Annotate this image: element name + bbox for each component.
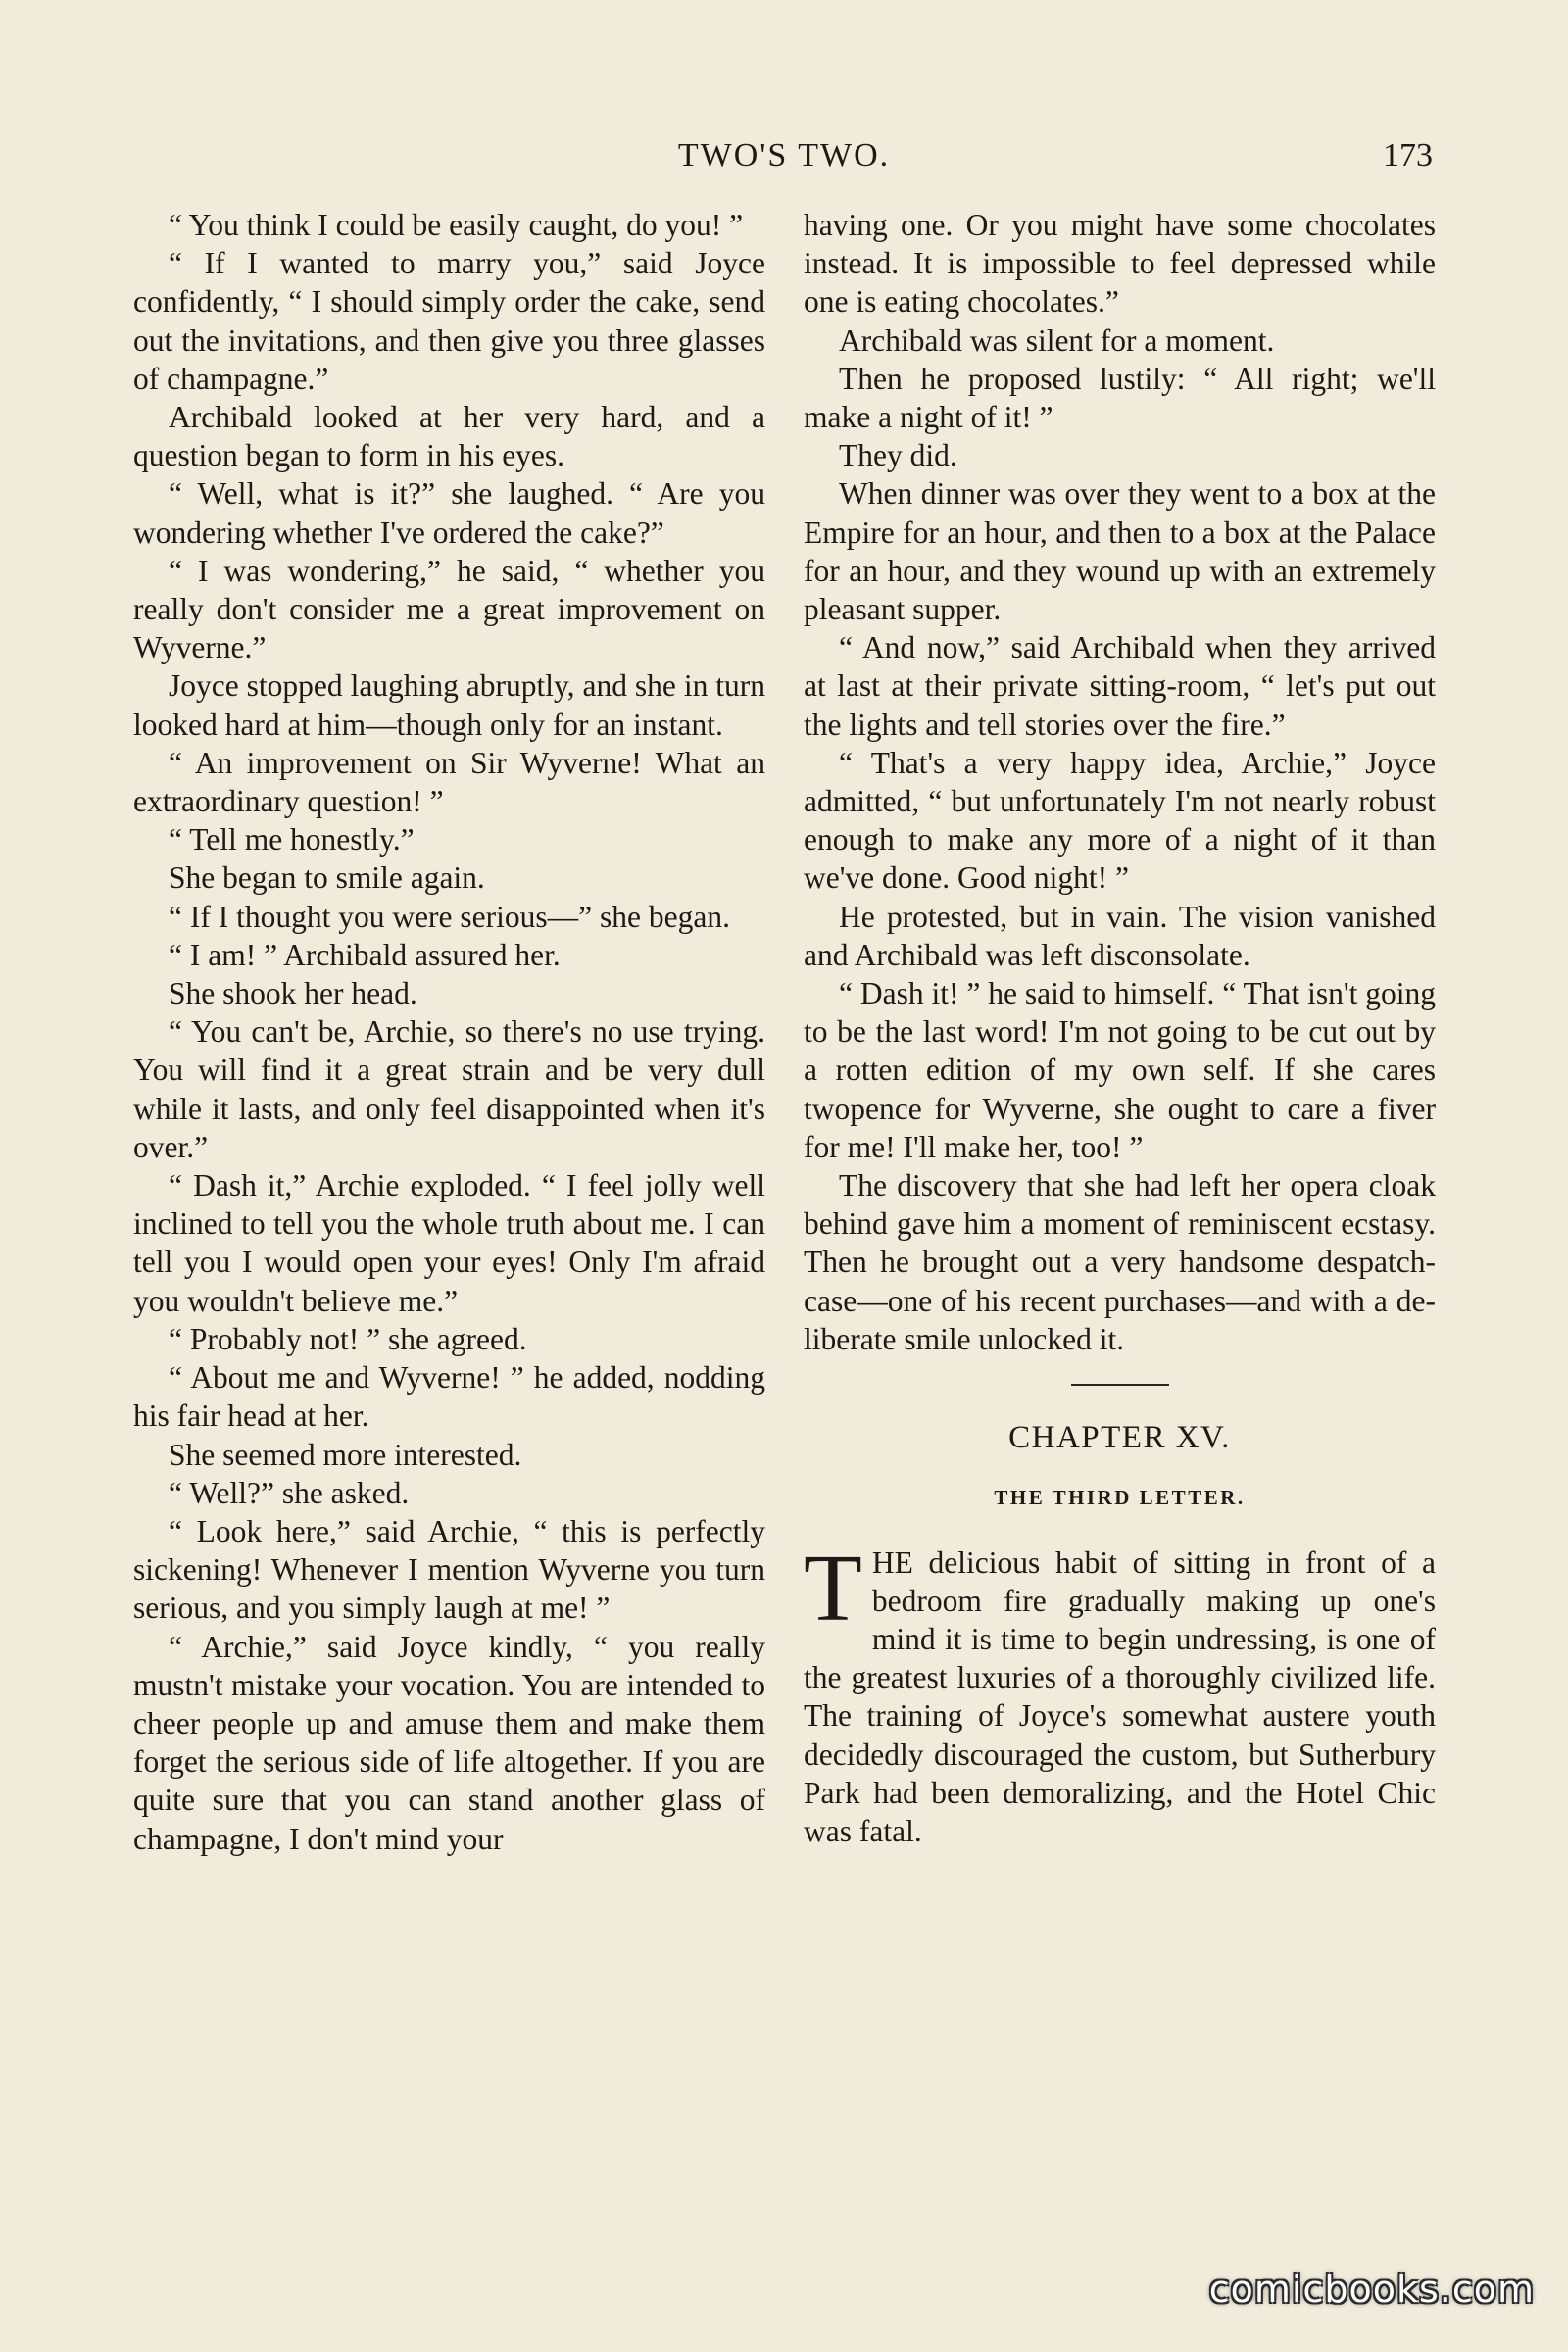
chapter-heading: CHAPTER XV. <box>1008 1420 1231 1456</box>
paragraph: “ Well, what is it?” she laughed. “ Are you wondering whether I've ordered the cake?” <box>133 476 765 550</box>
paragraph: Joyce stopped laughing abruptly, and she in turn looked hard at him—though only for an instant. <box>133 668 765 742</box>
paragraph: “ Look here,” said Archie, “ this is perfectly sickening! Whenever I mention Wyverne you turn serious, and you simply laugh at me! ” <box>133 1513 765 1626</box>
right-column <box>804 206 1436 1850</box>
paragraph: “ Dash it,” Archie exploded. “ I feel jolly well inclined to tell you the whole truth about me. I can tell you I would open your eyes! Only I'm afraid you wouldn't believe me.” <box>133 1168 765 1318</box>
paragraph: “ Dash it! ” he said to himself. “ That isn't going to be the last word! I'm not going to be cut out by a rotten edition of my own self. If she cares twopence for Wyverne, she ought to care a fiver for me! I'll make her, too! ” <box>804 976 1436 1164</box>
paragraph: “ That's a very happy idea, Archie,” Joyce admitted, “ but unfortunately I'm not nearly robust enough to make any more of a night of it than we've done. Good night! ” <box>804 745 1436 896</box>
paragraph: She shook her head. <box>169 976 417 1011</box>
page-number: 173 <box>1383 137 1433 173</box>
running-title: TWO'S TWO. <box>677 137 891 173</box>
paragraph: “ Archie,” said Joyce kindly, “ you really mustn't mistake your vocation. You are intended to cheer people up and amuse them and make them forget the serious side of life altogether. If you are quite sure that you can stand another glass of champagne, I don't mind your <box>133 1629 765 1856</box>
paragraph: “ And now,” said Archibald when they arrived at last at their private sitting-room, “ let's put out the lights and tell stories over the fire.” <box>804 630 1436 742</box>
paragraph: The discovery that she had left her opera cloak behind gave him a moment of reminiscent ecstasy. Then he brought out a very handsome despatch-case—one of his recent purchases—and with a deliberate smile unlocked it. <box>804 1168 1436 1356</box>
paragraph: He protested, but in vain. The vision vanished and Archibald was left disconsolate. <box>804 899 1436 972</box>
paragraph: She seemed more interested. <box>169 1437 522 1472</box>
paragraph: “ I was wondering,” he said, “ whether you really don't consider me a great improvement on Wyverne.” <box>133 553 765 665</box>
paragraph: She began to smile again. <box>169 860 485 896</box>
paragraph: “ I am! ” Archibald assured her. <box>169 937 561 972</box>
paragraph: Then he proposed lustily: “ All right; we'll make a night of it! ” <box>804 361 1436 435</box>
paragraph: They did. <box>839 438 957 473</box>
paragraph-continued: having one. Or you might have some chocolates instead. It is impossible to feel depressed while one is eating chocolates.” <box>804 208 1436 319</box>
running-head <box>0 133 1568 182</box>
section-divider <box>1071 1384 1169 1386</box>
opening-text: HE delicious habit of sitting in front of a bedroom fire gradually making up one's mind it is time to begin undressing, is one of the greatest luxuries of a thoroughly civilized life. The training of Joyce's somewhat austere youth decidedly discouraged the custom, but Sutherbury Park had been demoralizing, and the Hotel Chic was fatal. <box>804 1544 1436 1848</box>
paragraph: “ If I wanted to marry you,” said Joyce confidently, “ I should simply order the cake, send out the invitations, and then give you three glasses of champagne.” <box>133 246 765 396</box>
watermark-logo: comicbooks.com <box>1208 2268 1535 2311</box>
paragraph: “ About me and Wyverne! ” he added, nodding his fair head at her. <box>133 1360 765 1434</box>
paragraph: Archibald was silent for a moment. <box>839 322 1275 358</box>
paragraph: “ Probably not! ” she agreed. <box>169 1321 527 1356</box>
drop-cap: T <box>804 1535 862 1642</box>
chapter-opening-paragraph <box>804 1535 1436 1851</box>
left-column <box>133 206 765 1858</box>
paragraph: “ You can't be, Archie, so there's no use trying. You will find it a great strain and be very dull while it lasts, and only feel disappointed when it's over.” <box>133 1014 765 1164</box>
paragraph: “ If I thought you were serious—” she began. <box>169 899 730 934</box>
paragraph: “ Well?” she asked. <box>169 1475 410 1510</box>
paragraph: “ Tell me honestly.” <box>169 822 415 858</box>
chapter-title: THE THIRD LETTER. <box>994 1486 1246 1510</box>
paragraph: Archibald looked at her very hard, and a question began to form in his eyes. <box>133 400 765 473</box>
paragraph: “ You think I could be easily caught, do you! ” <box>169 208 744 242</box>
paragraph: “ An improvement on Sir Wyverne! What an extraordinary question! ” <box>133 745 765 819</box>
paragraph: When dinner was over they went to a box at the Empire for an hour, and then to a box at the Palace for an hour, and they wound up with an extremely pleasant supper. <box>804 476 1436 627</box>
